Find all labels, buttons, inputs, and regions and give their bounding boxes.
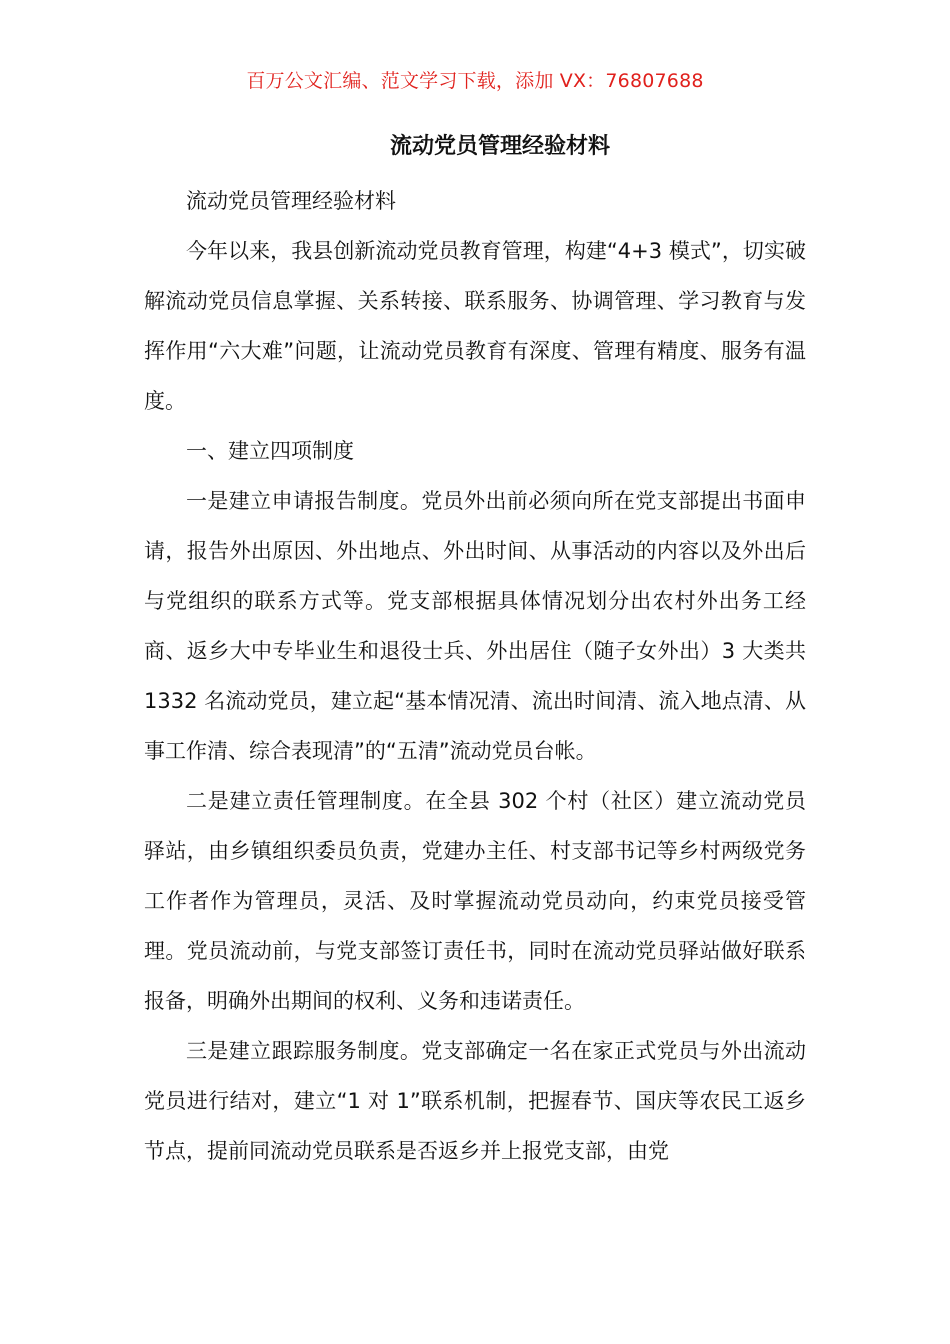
paragraph-intro: 今年以来，我县创新流动党员教育管理，构建“4+3 模式”，切实破解流动党员信息掌握、关系转接、联系服务、协调管理、学习教育与发挥作用“六大难”问题，让流动党员教育有深度、管理有精度、服务有温度。	[144, 239, 806, 413]
paragraph-tracking-service: 三是建立跟踪服务制度。党支部确定一名在家正式党员与外出流动党员进行结对，建立“1 对 1”联系机制，把握春节、国庆等农民工返乡节点，提前同流动党员联系是否返乡并上报党支部，由党	[144, 1039, 806, 1163]
section-heading: 一、建立四项制度	[186, 439, 354, 463]
document-body	[144, 176, 806, 1176]
paragraph-subtitle: 流动党员管理经验材料	[186, 189, 396, 213]
header-banner: 百万公文汇编、范文学习下载，添加 VX：76807688	[246, 70, 704, 92]
document-title: 流动党员管理经验材料	[389, 134, 610, 159]
paragraph-application-report: 一是建立申请报告制度。党员外出前必须向所在党支部提出书面申请，报告外出原因、外出地点、外出时间、从事活动的内容以及外出后与党组织的联系方式等。党支部根据具体情况划分出农村外出务工经商、返乡大中专毕业生和退役士兵、外出居住（随子女外出）3 大类共 1332 名流动党员，建立起“基本情况清、流出时间清、流入地点清、从事工作清、综合表现清”的“五清”流动党员台帐。	[144, 489, 806, 763]
paragraph-responsibility-management: 二是建立责任管理制度。在全县 302 个村（社区）建立流动党员驿站，由乡镇组织委员负责，党建办主任、村支部书记等乡村两级党务工作者作为管理员，灵活、及时掌握流动党员动向，约束党员接受管理。党员流动前，与党支部签订责任书，同时在流动党员驿站做好联系报备，明确外出期间的权利、义务和违诺责任。	[144, 789, 806, 1013]
